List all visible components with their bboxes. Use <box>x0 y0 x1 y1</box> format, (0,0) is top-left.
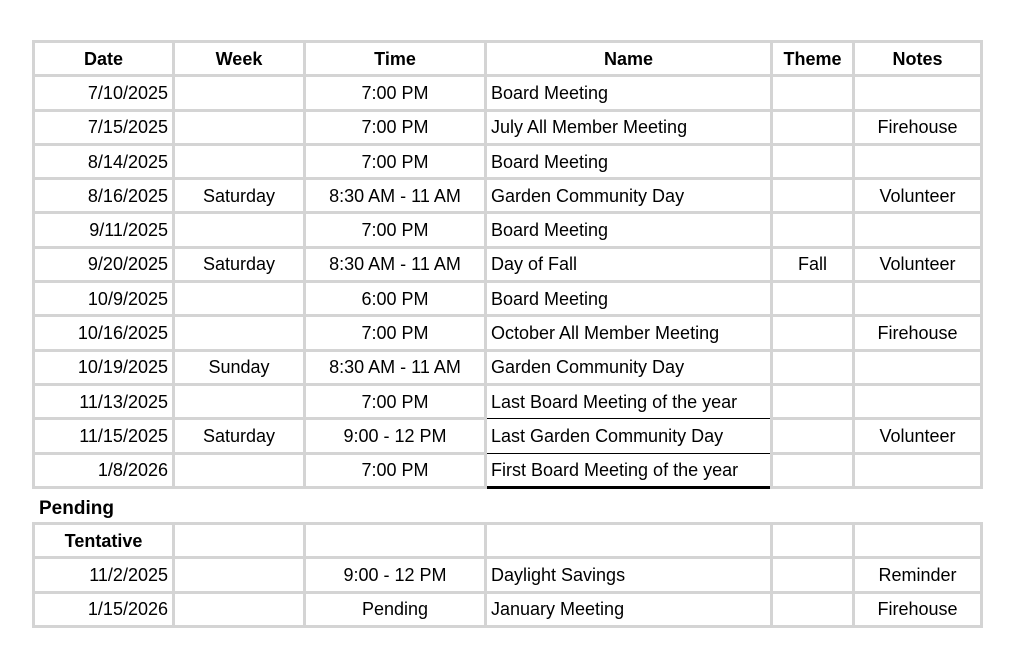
notes-cell: Volunteer <box>854 247 982 281</box>
time-cell: 8:30 AM - 11 AM <box>305 350 486 384</box>
date-cell: 11/13/2025 <box>34 384 174 418</box>
theme-cell <box>772 592 854 626</box>
header-time: Time <box>305 42 486 76</box>
time-cell: 9:00 - 12 PM <box>305 558 486 592</box>
table-row <box>34 592 982 626</box>
name-cell: Day of Fall <box>486 247 772 281</box>
week-cell: Sunday <box>174 350 305 384</box>
notes-cell <box>854 282 982 316</box>
name-cell: Board Meeting <box>486 76 772 110</box>
name-cell: Board Meeting <box>486 282 772 316</box>
notes-cell: Firehouse <box>854 592 982 626</box>
theme-cell <box>772 316 854 350</box>
pending-heading: Pending <box>39 498 114 519</box>
time-cell: 7:00 PM <box>305 213 486 247</box>
table-row <box>34 144 982 178</box>
notes-cell: Firehouse <box>854 316 982 350</box>
header-theme: Theme <box>772 42 854 76</box>
date-cell: 1/15/2026 <box>34 592 174 626</box>
table-row <box>34 76 982 110</box>
theme-cell <box>772 179 854 213</box>
table-cell <box>854 524 982 558</box>
table-cell <box>772 524 854 558</box>
notes-cell <box>854 76 982 110</box>
table-row <box>34 350 982 384</box>
table-row <box>34 384 982 418</box>
table-row <box>34 213 982 247</box>
date-cell: 1/8/2026 <box>34 453 174 487</box>
header-notes: Notes <box>854 42 982 76</box>
date-cell: 10/19/2025 <box>34 350 174 384</box>
theme-cell <box>772 558 854 592</box>
time-cell: 8:30 AM - 11 AM <box>305 179 486 213</box>
date-cell: 11/2/2025 <box>34 558 174 592</box>
week-cell <box>174 144 305 178</box>
theme-cell <box>772 282 854 316</box>
table-header-row <box>34 42 982 76</box>
week-cell <box>174 558 305 592</box>
pending-table <box>32 522 983 628</box>
table-row <box>34 558 982 592</box>
week-cell <box>174 213 305 247</box>
week-cell <box>174 384 305 418</box>
pending-body <box>34 524 982 627</box>
notes-cell: Volunteer <box>854 179 982 213</box>
theme-cell <box>772 350 854 384</box>
name-cell: Garden Community Day <box>486 179 772 213</box>
time-cell: 7:00 PM <box>305 110 486 144</box>
tentative-row <box>34 524 982 558</box>
time-cell: 7:00 PM <box>305 316 486 350</box>
date-cell: 9/20/2025 <box>34 247 174 281</box>
header-date: Date <box>34 42 174 76</box>
table-cell <box>305 524 486 558</box>
table-row <box>34 179 982 213</box>
time-cell: Pending <box>305 592 486 626</box>
table-row <box>34 453 982 487</box>
date-cell: 7/15/2025 <box>34 110 174 144</box>
tentative-label: Tentative <box>34 524 174 558</box>
name-cell: Daylight Savings <box>486 558 772 592</box>
table-row <box>34 110 982 144</box>
date-cell: 8/16/2025 <box>34 179 174 213</box>
header-week: Week <box>174 42 305 76</box>
time-cell: 7:00 PM <box>305 144 486 178</box>
week-cell <box>174 76 305 110</box>
week-cell <box>174 110 305 144</box>
week-cell <box>174 316 305 350</box>
name-cell: October All Member Meeting <box>486 316 772 350</box>
theme-cell <box>772 144 854 178</box>
table-cell <box>174 524 305 558</box>
name-cell: Garden Community Day <box>486 350 772 384</box>
table-cell <box>486 524 772 558</box>
table-row <box>34 282 982 316</box>
notes-cell <box>854 453 982 487</box>
notes-cell <box>854 384 982 418</box>
notes-cell: Reminder <box>854 558 982 592</box>
theme-cell <box>772 453 854 487</box>
table-row <box>34 316 982 350</box>
name-cell: Board Meeting <box>486 144 772 178</box>
name-cell: July All Member Meeting <box>486 110 772 144</box>
theme-cell <box>772 213 854 247</box>
notes-cell <box>854 350 982 384</box>
week-cell <box>174 592 305 626</box>
week-cell: Saturday <box>174 247 305 281</box>
theme-cell <box>772 419 854 453</box>
week-cell: Saturday <box>174 419 305 453</box>
time-cell: 6:00 PM <box>305 282 486 316</box>
time-cell: 7:00 PM <box>305 76 486 110</box>
date-cell: 8/14/2025 <box>34 144 174 178</box>
theme-cell: Fall <box>772 247 854 281</box>
notes-cell: Firehouse <box>854 110 982 144</box>
time-cell: 8:30 AM - 11 AM <box>305 247 486 281</box>
header-name: Name <box>486 42 772 76</box>
schedule-table <box>32 40 983 489</box>
name-cell: January Meeting <box>486 592 772 626</box>
date-cell: 10/9/2025 <box>34 282 174 316</box>
table-row <box>34 419 982 453</box>
notes-cell <box>854 144 982 178</box>
time-cell: 7:00 PM <box>305 384 486 418</box>
week-cell <box>174 282 305 316</box>
theme-cell <box>772 384 854 418</box>
theme-cell <box>772 76 854 110</box>
name-cell: Last Board Meeting of the year <box>486 384 772 418</box>
week-cell <box>174 453 305 487</box>
time-cell: 7:00 PM <box>305 453 486 487</box>
name-cell: Board Meeting <box>486 213 772 247</box>
table-row <box>34 247 982 281</box>
theme-cell <box>772 110 854 144</box>
name-cell: First Board Meeting of the year <box>486 453 772 487</box>
schedule-body <box>34 76 982 488</box>
notes-cell: Volunteer <box>854 419 982 453</box>
date-cell: 11/15/2025 <box>34 419 174 453</box>
notes-cell <box>854 213 982 247</box>
date-cell: 7/10/2025 <box>34 76 174 110</box>
date-cell: 9/11/2025 <box>34 213 174 247</box>
time-cell: 9:00 - 12 PM <box>305 419 486 453</box>
name-cell: Last Garden Community Day <box>486 419 772 453</box>
date-cell: 10/16/2025 <box>34 316 174 350</box>
week-cell: Saturday <box>174 179 305 213</box>
